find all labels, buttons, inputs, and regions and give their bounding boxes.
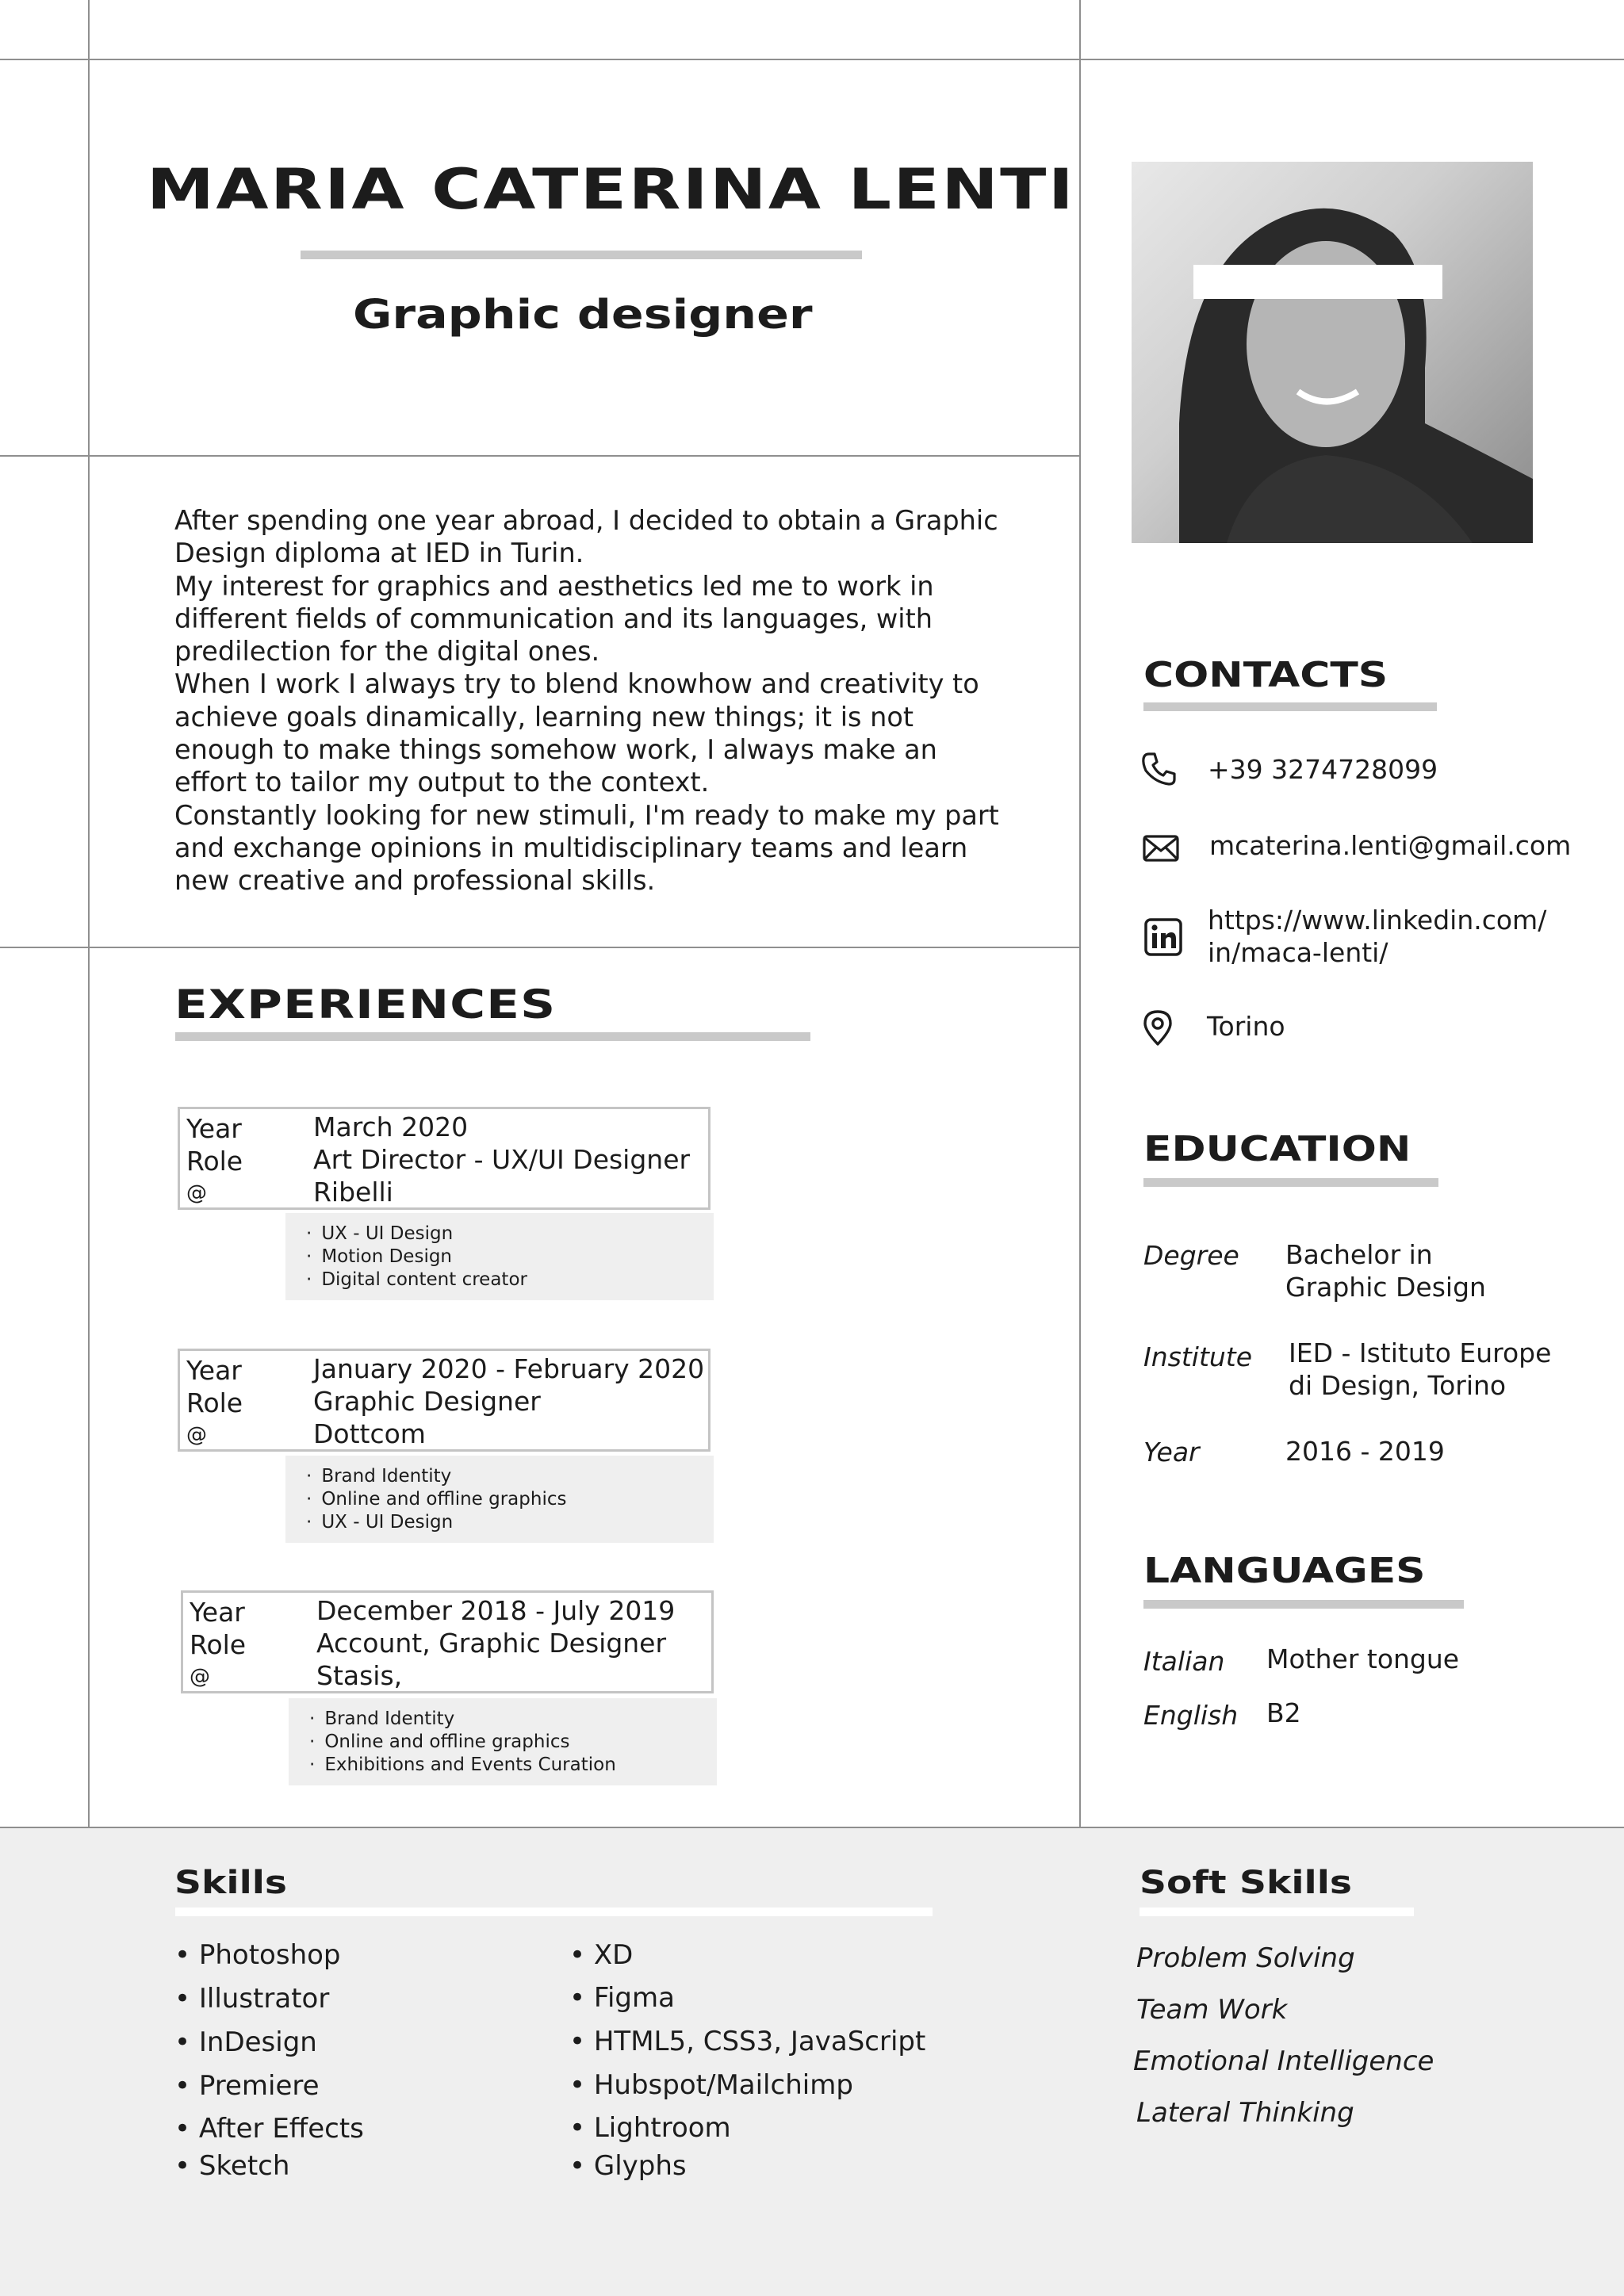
photo-eye-bar bbox=[1193, 265, 1442, 299]
experience-company: Ribelli bbox=[313, 1177, 393, 1207]
experience-year: January 2020 - February 2020 bbox=[313, 1353, 705, 1384]
experience-year: March 2020 bbox=[313, 1112, 469, 1142]
detail-item: · Brand Identity bbox=[309, 1708, 717, 1731]
institute-line: di Design, Torino bbox=[1289, 1370, 1507, 1401]
soft-skill-item: Problem Solving bbox=[1136, 1942, 1355, 1974]
skill-item: • Lightroom bbox=[569, 2112, 731, 2144]
experience-role: Account, Graphic Designer bbox=[316, 1628, 667, 1659]
soft-skills-title: Soft Skills bbox=[1139, 1865, 1352, 1901]
role-label: Role bbox=[186, 1146, 243, 1177]
grid-line-top bbox=[0, 59, 1624, 60]
experiences-underline bbox=[175, 1032, 810, 1041]
experience-details bbox=[285, 1456, 714, 1543]
skills-title: Skills bbox=[174, 1865, 288, 1901]
experience-role: Graphic Designer bbox=[313, 1386, 541, 1417]
detail-item: · Digital content creator bbox=[306, 1269, 714, 1292]
detail-item: · Online and offline graphics bbox=[309, 1731, 717, 1754]
year-label: Year bbox=[186, 1113, 242, 1144]
grid-line-left bbox=[88, 0, 90, 1828]
about-paragraph: When I work I always try to blend knowhow and creativity to achieve goals dinamically, learning new things; it is not enough to make things somehow work, I always make an effort to tailor my output to the context. bbox=[174, 668, 979, 798]
phone-icon bbox=[1139, 750, 1178, 788]
detail-item: · Brand Identity bbox=[306, 1465, 714, 1488]
company-label: @ bbox=[186, 1181, 207, 1205]
year-label: Year bbox=[186, 1355, 242, 1386]
mail-icon bbox=[1142, 829, 1180, 867]
skill-item: • Hubspot/Mailchimp bbox=[569, 2069, 853, 2101]
grid-line-about bbox=[0, 947, 1080, 948]
skill-item: • Glyphs bbox=[569, 2150, 687, 2182]
skill-item: • Premiere bbox=[174, 2070, 320, 2102]
about-text bbox=[174, 504, 999, 897]
experience-company: Dottcom bbox=[313, 1418, 426, 1449]
education-title: EDUCATION bbox=[1143, 1129, 1411, 1169]
experience-card bbox=[181, 1590, 714, 1693]
grid-line-header bbox=[0, 455, 1080, 457]
soft-skill-item: Emotional Intelligence bbox=[1133, 2045, 1434, 2077]
location-pin-icon bbox=[1139, 1008, 1177, 1047]
education-underline bbox=[1143, 1178, 1438, 1187]
language-name: English bbox=[1143, 1700, 1239, 1731]
language-level: B2 bbox=[1266, 1697, 1301, 1728]
linkedin-url-line: in/maca-lenti/ bbox=[1208, 937, 1388, 968]
languages-title: LANGUAGES bbox=[1143, 1551, 1426, 1591]
skill-item: • HTML5, CSS3, JavaScript bbox=[569, 2026, 926, 2057]
skill-item: • InDesign bbox=[174, 2026, 317, 2058]
linkedin-url-line: https://www.linkedin.com/ bbox=[1208, 905, 1547, 936]
detail-item: · Motion Design bbox=[306, 1246, 714, 1269]
experience-card bbox=[178, 1349, 710, 1452]
page-title: MARIA CATERINA LENTI bbox=[147, 157, 1076, 222]
about-paragraph: After spending one year abroad, I decided to obtain a Graphic Design diploma at IED in Turin. bbox=[174, 505, 998, 569]
experience-details bbox=[285, 1213, 714, 1300]
institute-label: Institute bbox=[1143, 1341, 1253, 1372]
detail-item: · UX - UI Design bbox=[306, 1511, 714, 1534]
experience-company: Stasis, bbox=[316, 1660, 403, 1691]
degree-line: Bachelor in bbox=[1285, 1239, 1433, 1270]
profile-photo bbox=[1132, 162, 1533, 543]
language-name: Italian bbox=[1143, 1646, 1225, 1677]
skill-item: • Photoshop bbox=[174, 1939, 341, 1971]
experience-card bbox=[178, 1107, 710, 1210]
degree-label: Degree bbox=[1143, 1240, 1239, 1271]
skill-item: • Sketch bbox=[174, 2150, 290, 2182]
phone-number[interactable]: +39 3274728099 bbox=[1208, 754, 1438, 785]
linkedin-url[interactable] bbox=[1208, 904, 1546, 969]
soft-skill-item: Lateral Thinking bbox=[1136, 2097, 1354, 2129]
skill-item: • After Effects bbox=[174, 2113, 364, 2145]
year-value: 2016 - 2019 bbox=[1285, 1436, 1445, 1467]
title-underline bbox=[301, 251, 862, 259]
company-label: @ bbox=[186, 1423, 207, 1447]
about-paragraph: My interest for graphics and aesthetics led me to work in different fields of communication and its languages, with predilection for the digital ones. bbox=[174, 570, 934, 668]
experience-details bbox=[289, 1698, 717, 1785]
role-label: Role bbox=[186, 1387, 243, 1418]
institute-line: IED - Istituto Europe bbox=[1289, 1337, 1552, 1368]
soft-skills-underline bbox=[1139, 1908, 1414, 1916]
institute-value bbox=[1289, 1337, 1551, 1402]
contacts-underline bbox=[1143, 702, 1437, 711]
detail-item: · Online and offline graphics bbox=[306, 1488, 714, 1511]
role-label: Role bbox=[190, 1629, 247, 1660]
about-paragraph: Constantly looking for new stimuli, I'm ready to make my part and exchange opinions in multidisciplinary teams and learn new creative and professional skills. bbox=[174, 799, 999, 897]
linkedin-icon bbox=[1144, 918, 1182, 956]
location: Torino bbox=[1207, 1011, 1285, 1042]
job-title: Graphic designer bbox=[353, 292, 813, 339]
skill-item: • XD bbox=[569, 1939, 634, 1971]
grid-line-right bbox=[1079, 0, 1081, 1828]
experiences-title: EXPERIENCES bbox=[174, 982, 557, 1027]
degree-line: Graphic Design bbox=[1285, 1272, 1486, 1303]
experience-role: Art Director - UX/UI Designer bbox=[313, 1144, 691, 1175]
company-label: @ bbox=[190, 1665, 210, 1689]
detail-item: · Exhibitions and Events Curation bbox=[309, 1754, 717, 1777]
email-address[interactable]: mcaterina.lenti@gmail.com bbox=[1209, 830, 1572, 861]
detail-item: · UX - UI Design bbox=[306, 1223, 714, 1246]
language-level: Mother tongue bbox=[1266, 1644, 1460, 1674]
skills-underline bbox=[175, 1908, 933, 1916]
year-label: Year bbox=[1143, 1437, 1200, 1468]
year-label: Year bbox=[190, 1597, 245, 1628]
degree-value bbox=[1285, 1238, 1486, 1303]
contacts-title: CONTACTS bbox=[1143, 655, 1388, 695]
skill-item: • Illustrator bbox=[174, 1983, 330, 2015]
soft-skill-item: Team Work bbox=[1136, 1994, 1288, 2026]
skill-item: • Figma bbox=[569, 1982, 675, 2014]
languages-underline bbox=[1143, 1600, 1464, 1609]
experience-year: December 2018 - July 2019 bbox=[316, 1595, 676, 1626]
